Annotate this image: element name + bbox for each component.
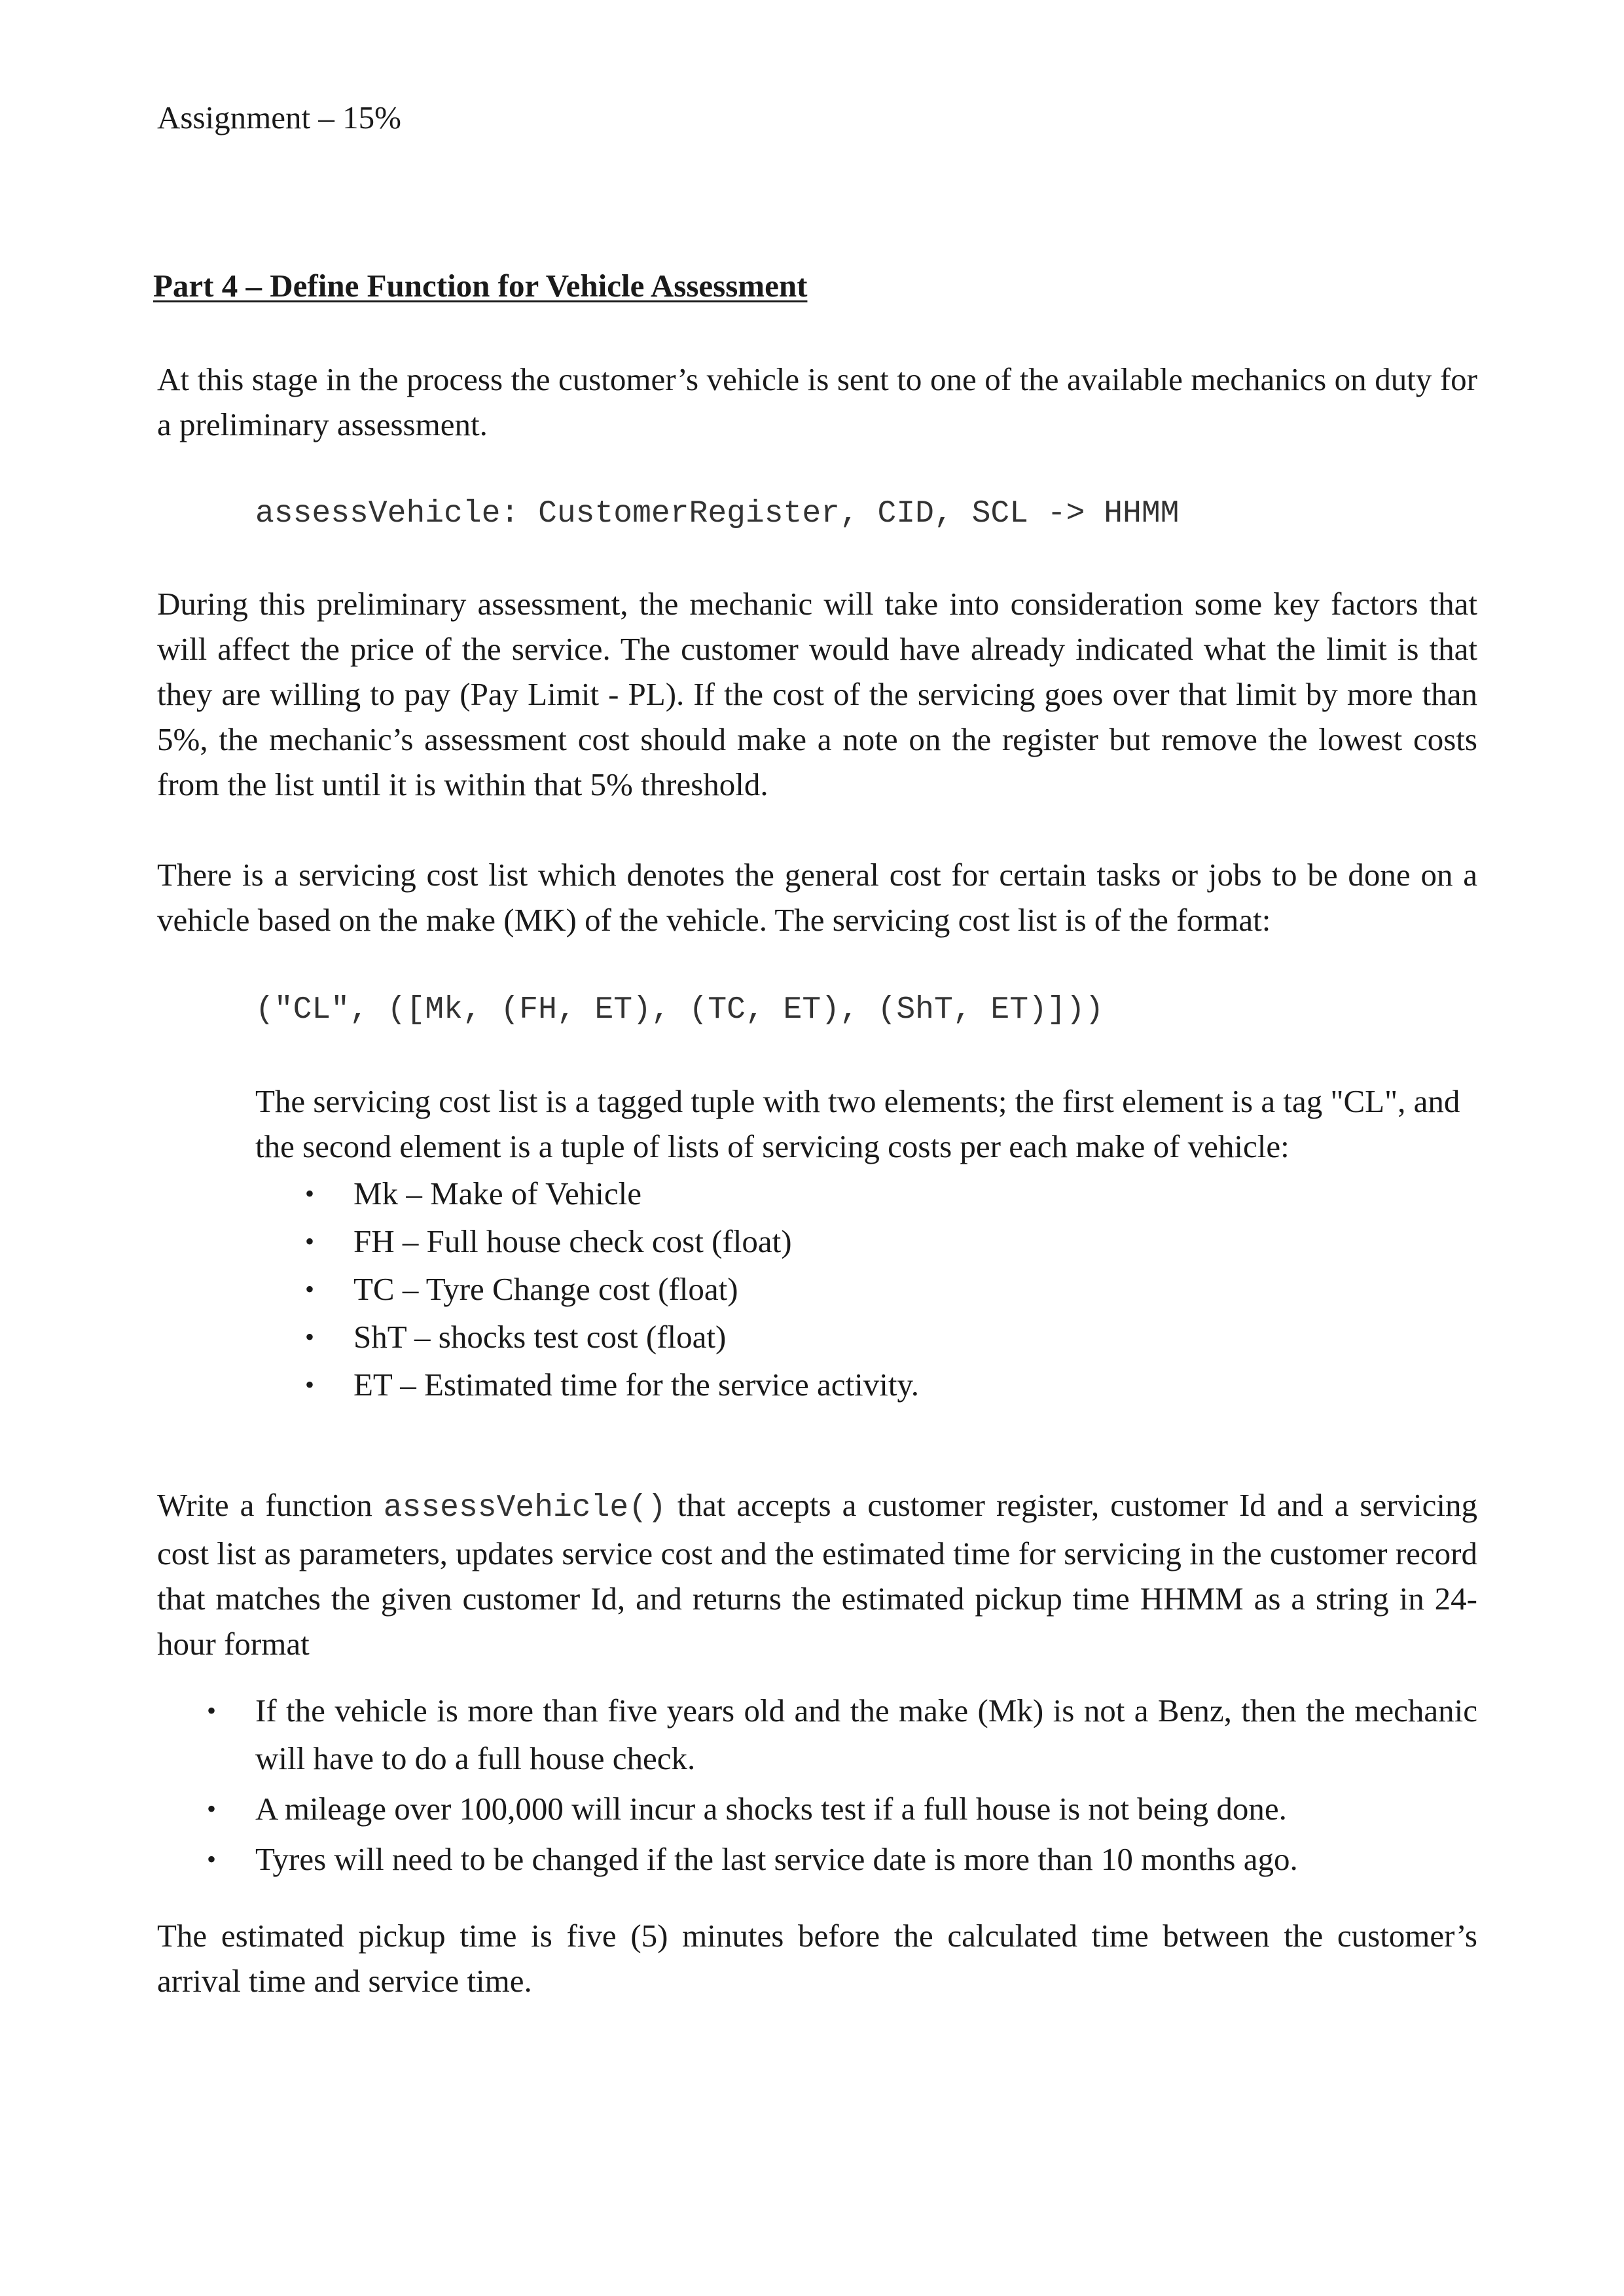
bullet-icon: • (207, 1794, 217, 1823)
bullet-icon: • (305, 1227, 315, 1256)
task-paragraph (157, 1482, 1477, 1666)
list-item: • Mk – Make of Vehicle (255, 1170, 1477, 1217)
assignment-header: Assignment – 15% (157, 99, 401, 135)
list-item: • A mileage over 100,000 will incur a shocks test if a full house is not being done. (157, 1785, 1477, 1833)
bullet-icon: • (305, 1370, 315, 1399)
function-name: assessVehicle() (383, 1490, 666, 1526)
cost-list-description: The servicing cost list is a tagged tuple with two elements; the first element is a tag "CL", and the second element is a tuple of lists of servicing costs per each make of vehicle: (255, 1083, 1460, 1164)
bullet-icon: • (305, 1179, 315, 1208)
list-item: • ET – Estimated time for the service activity. (255, 1361, 1477, 1408)
cost-list-paragraph: There is a servicing cost list which denotes the general cost for certain tasks or jobs to be done on a vehicle based on the make (MK) of the vehicle. The servicing cost list is of the format: (157, 857, 1477, 938)
bullet-icon: • (207, 1696, 217, 1725)
function-signature: assessVehicle: CustomerRegister, CID, SCL -> HHMM (255, 496, 1180, 531)
pickup-paragraph: The estimated pickup time is five (5) minutes before the calculated time between the customer’s arrival time and service time. (157, 1918, 1477, 1999)
task-prefix: Write a function (157, 1487, 384, 1523)
cost-list-format: ("CL", ([Mk, (FH, ET), (TC, ET), (ShT, ET)])) (255, 992, 1104, 1028)
task-suffix: that accepts a customer register, customer Id and a servicing cost list as parameters, updates service cost and the estimated time for servicing in the customer record that matches the given customer Id, and returns the estimated pickup time HHMM as a string in 24-hour format (157, 1487, 1478, 1662)
bullet-icon: • (305, 1322, 315, 1352)
cost-list-items (255, 1170, 1477, 1408)
list-item: • ShT – shocks test cost (float) (255, 1313, 1477, 1361)
assessment-paragraph: During this preliminary assessment, the mechanic will take into consideration some key factors that will affect the price of the service. The customer would have already indicated what the limit is that they are willing to pay (Pay Limit - PL). If the cost of the servicing goes over that limit by more than 5%, the mechanic’s assessment cost should make a note on the register but remove the lowest costs from the list until it is within that 5% threshold. (157, 586, 1477, 802)
task-rules (157, 1687, 1477, 1886)
list-item: • TC – Tyre Change cost (float) (255, 1265, 1477, 1313)
intro-paragraph: At this stage in the process the customer’s vehicle is sent to one of the available mechanics on duty for a preliminary assessment. (157, 361, 1477, 442)
list-item: • If the vehicle is more than five years old and the make (Mk) is not a Benz, then the mechanic will have to do a full house check. (157, 1687, 1477, 1782)
list-item: • Tyres will need to be changed if the last service date is more than 10 months ago. (157, 1835, 1477, 1883)
list-item: • FH – Full house check cost (float) (255, 1217, 1477, 1265)
bullet-icon: • (305, 1274, 315, 1304)
part-title: Part 4 – Define Function for Vehicle Assessment (153, 268, 808, 304)
bullet-icon: • (207, 1844, 217, 1874)
